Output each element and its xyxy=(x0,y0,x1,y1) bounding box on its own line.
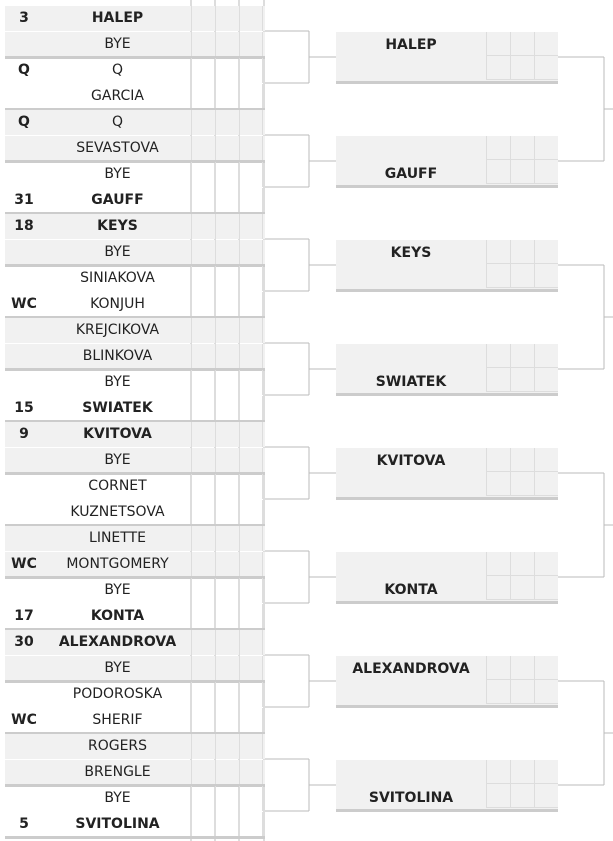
player-name[interactable]: SEVASTOVA xyxy=(76,140,159,156)
seed-label xyxy=(5,500,43,525)
score-cell xyxy=(239,6,263,31)
player-name[interactable]: BYE xyxy=(104,660,131,676)
score-cell xyxy=(510,784,534,808)
score-cell xyxy=(239,32,263,56)
player-name[interactable]: SVITOLINA xyxy=(75,816,160,832)
score-cell xyxy=(191,526,215,551)
player-name[interactable]: HALEP xyxy=(91,10,144,26)
draw-row xyxy=(5,448,265,475)
player-name[interactable]: LINETTE xyxy=(89,530,146,546)
score-cells xyxy=(191,136,265,160)
score-cell xyxy=(510,472,534,496)
score-cell xyxy=(191,760,215,784)
seed-label xyxy=(5,344,43,369)
seed-label: Q xyxy=(18,62,30,78)
player-name[interactable]: KVITOVA xyxy=(376,453,446,469)
score-cells xyxy=(191,292,265,316)
score-cell xyxy=(534,240,558,264)
score-cell xyxy=(239,58,263,83)
score-cell xyxy=(486,576,510,600)
score-cell xyxy=(239,136,263,160)
score-cell xyxy=(215,682,239,707)
score-cell xyxy=(215,448,239,472)
player-name[interactable]: ALEXANDROVA xyxy=(352,661,470,677)
player-name[interactable]: BYE xyxy=(104,790,131,806)
score-cells xyxy=(191,110,265,135)
seed-label xyxy=(5,266,43,291)
score-cell xyxy=(239,448,263,472)
score-cells xyxy=(191,812,265,836)
score-cell xyxy=(486,136,510,160)
score-cells xyxy=(191,786,265,811)
score-cells xyxy=(191,214,265,239)
score-cell xyxy=(191,58,215,83)
score-cell xyxy=(239,396,263,420)
score-cell xyxy=(510,368,534,392)
score-cell xyxy=(215,292,239,316)
score-cells xyxy=(191,526,265,551)
score-cell xyxy=(215,396,239,420)
score-cell xyxy=(239,500,263,524)
score-cell xyxy=(239,318,263,343)
score-cell xyxy=(191,656,215,680)
seed-label xyxy=(5,162,43,187)
score-cell xyxy=(239,266,263,291)
score-cell xyxy=(510,760,534,784)
player-name[interactable]: KONTA xyxy=(384,582,438,598)
score-cells xyxy=(191,552,265,576)
score-cell xyxy=(215,578,239,603)
draw-row xyxy=(5,188,265,215)
score-cell xyxy=(486,680,510,704)
score-cell xyxy=(486,760,510,784)
player-name[interactable]: PODOROSKA xyxy=(72,686,163,702)
match-box xyxy=(336,240,558,292)
score-cell xyxy=(486,784,510,808)
score-cell xyxy=(534,160,558,184)
score-cell xyxy=(191,552,215,576)
score-cell xyxy=(510,136,534,160)
player-name[interactable]: BYE xyxy=(104,36,131,52)
score-cell xyxy=(486,344,510,368)
score-cell xyxy=(191,110,215,135)
score-cell xyxy=(510,656,534,680)
score-cell xyxy=(534,656,558,680)
score-cell xyxy=(510,56,534,80)
draw-row xyxy=(5,630,265,655)
seed-label xyxy=(5,136,43,161)
score-cell xyxy=(534,784,558,808)
player-name[interactable]: MONTGOMERY xyxy=(66,556,169,572)
seed-label: 5 xyxy=(19,816,29,832)
draw-row xyxy=(5,370,265,395)
score-cell xyxy=(534,136,558,160)
score-cells xyxy=(191,578,265,603)
score-cell xyxy=(215,630,239,655)
seed-label: 17 xyxy=(14,608,34,624)
draw-row xyxy=(5,708,265,735)
seed-label: 31 xyxy=(14,192,34,208)
match-box xyxy=(336,552,558,604)
score-cell xyxy=(486,56,510,80)
score-cells xyxy=(191,474,265,499)
seed-label xyxy=(5,682,43,707)
draw-row xyxy=(5,344,265,371)
score-cell xyxy=(239,578,263,603)
score-cell xyxy=(239,162,263,187)
score-cell xyxy=(510,448,534,472)
draw-row xyxy=(5,110,265,135)
score-cell xyxy=(215,760,239,784)
draw-row xyxy=(5,32,265,59)
player-name[interactable]: BLINKOVA xyxy=(82,348,153,364)
draw-row xyxy=(5,214,265,239)
score-cell xyxy=(215,188,239,212)
score-cell xyxy=(191,162,215,187)
score-cell xyxy=(534,552,558,576)
score-cell xyxy=(191,32,215,56)
draw-row xyxy=(5,604,265,631)
score-cell xyxy=(239,786,263,811)
score-cell xyxy=(510,32,534,56)
score-cell xyxy=(215,84,239,108)
score-cells xyxy=(191,266,265,291)
score-cell xyxy=(191,396,215,420)
score-cell xyxy=(191,318,215,343)
score-cell xyxy=(534,680,558,704)
score-cells xyxy=(486,760,558,809)
score-cell xyxy=(510,344,534,368)
player-name[interactable]: KEYS xyxy=(97,218,138,234)
player-name[interactable]: GARCIA xyxy=(91,88,144,104)
score-cell xyxy=(486,448,510,472)
score-cells xyxy=(486,344,558,393)
score-cell xyxy=(486,656,510,680)
score-cell xyxy=(191,578,215,603)
score-cell xyxy=(239,370,263,395)
score-cell xyxy=(486,368,510,392)
seed-label xyxy=(5,734,43,759)
score-cell xyxy=(239,188,263,212)
player-name[interactable]: KONJUH xyxy=(90,296,145,312)
score-cell xyxy=(191,344,215,368)
draw-row xyxy=(5,58,265,83)
seed-label xyxy=(5,578,43,603)
score-cell xyxy=(239,708,263,732)
score-cell xyxy=(191,136,215,160)
match-box xyxy=(336,760,558,812)
score-cells xyxy=(486,32,558,81)
score-cells xyxy=(191,604,265,628)
score-cell xyxy=(239,292,263,316)
score-cell xyxy=(215,370,239,395)
match-box xyxy=(336,448,558,500)
score-cells xyxy=(486,240,558,289)
player-name[interactable]: SINIAKOVA xyxy=(80,270,155,286)
score-cell xyxy=(510,680,534,704)
score-cells xyxy=(191,344,265,368)
match-box xyxy=(336,344,558,396)
player-name[interactable]: CORNET xyxy=(88,478,147,494)
draw-row xyxy=(5,422,265,447)
draw-row xyxy=(5,734,265,759)
score-cell xyxy=(215,214,239,239)
score-cell xyxy=(215,344,239,368)
seed-label: WC xyxy=(11,712,37,728)
score-cell xyxy=(510,576,534,600)
seed-label xyxy=(5,84,43,109)
draw-row xyxy=(5,682,265,707)
seed-label: Q xyxy=(18,114,30,130)
score-cells xyxy=(191,396,265,420)
score-cells xyxy=(486,448,558,497)
player-name[interactable]: BYE xyxy=(104,166,131,182)
player-name[interactable]: SHERIF xyxy=(92,712,143,728)
score-cells xyxy=(191,682,265,707)
draw-row xyxy=(5,396,265,423)
seed-label xyxy=(5,760,43,785)
score-cell xyxy=(239,526,263,551)
seed-label xyxy=(5,32,43,57)
score-cells xyxy=(191,84,265,108)
draw-row xyxy=(5,136,265,163)
score-cell xyxy=(215,786,239,811)
player-name[interactable]: SWIATEK xyxy=(82,400,153,416)
score-cells xyxy=(191,58,265,83)
score-cell xyxy=(239,812,263,836)
player-name[interactable]: HALEP xyxy=(385,37,437,53)
score-cell xyxy=(510,264,534,288)
seed-label xyxy=(5,240,43,265)
score-cell xyxy=(191,734,215,759)
score-cell xyxy=(534,368,558,392)
seed-label xyxy=(5,656,43,681)
player-name[interactable]: ALEXANDROVA xyxy=(58,634,177,650)
score-cells xyxy=(191,32,265,56)
score-cell xyxy=(534,448,558,472)
score-cell xyxy=(191,630,215,655)
score-cells xyxy=(191,318,265,343)
score-cells xyxy=(191,6,265,31)
score-cell xyxy=(486,32,510,56)
score-cell xyxy=(215,240,239,264)
score-cell xyxy=(486,264,510,288)
score-cell xyxy=(510,160,534,184)
player-name[interactable]: KONTA xyxy=(90,608,145,624)
score-cell xyxy=(486,240,510,264)
score-cell xyxy=(239,84,263,108)
score-cells xyxy=(486,552,558,601)
score-cell xyxy=(486,160,510,184)
score-cell xyxy=(191,682,215,707)
draw-row xyxy=(5,760,265,787)
score-cell xyxy=(191,812,215,836)
score-cell xyxy=(191,84,215,108)
score-cell xyxy=(191,604,215,628)
score-cell xyxy=(239,422,263,447)
seed-label: 9 xyxy=(19,426,29,442)
score-cell xyxy=(239,110,263,135)
score-cells xyxy=(191,240,265,264)
player-name[interactable]: BYE xyxy=(104,452,131,468)
score-cell xyxy=(215,422,239,447)
score-cell xyxy=(191,214,215,239)
player-name[interactable]: Q xyxy=(111,62,124,78)
score-cell xyxy=(191,266,215,291)
score-cell xyxy=(191,474,215,499)
score-cell xyxy=(215,110,239,135)
score-cell xyxy=(239,630,263,655)
score-cell xyxy=(215,734,239,759)
score-cell xyxy=(510,552,534,576)
score-cell xyxy=(534,264,558,288)
score-cell xyxy=(215,162,239,187)
score-cell xyxy=(191,240,215,264)
draw-row xyxy=(5,656,265,683)
score-cell xyxy=(534,760,558,784)
score-cell xyxy=(215,552,239,576)
seed-label: 15 xyxy=(14,400,34,416)
score-cell xyxy=(239,344,263,368)
score-cell xyxy=(534,56,558,80)
seed-label: 3 xyxy=(19,10,29,26)
score-cell xyxy=(215,604,239,628)
score-cell xyxy=(191,786,215,811)
score-cells xyxy=(191,734,265,759)
score-cell xyxy=(239,474,263,499)
draw-row xyxy=(5,162,265,187)
player-name[interactable]: SVITOLINA xyxy=(368,790,454,806)
match-box xyxy=(336,32,558,84)
score-cell xyxy=(215,656,239,680)
score-cell xyxy=(191,188,215,212)
draw-row xyxy=(5,500,265,527)
draw-row xyxy=(5,318,265,343)
draw-row xyxy=(5,266,265,291)
player-name[interactable]: KREJCIKOVA xyxy=(75,322,160,338)
match-box xyxy=(336,656,558,708)
score-cells xyxy=(486,656,558,705)
player-name[interactable]: BYE xyxy=(104,374,131,390)
seed-label: 18 xyxy=(14,218,34,234)
score-cell xyxy=(215,474,239,499)
score-cell xyxy=(191,500,215,524)
score-cells xyxy=(486,136,558,185)
score-cells xyxy=(191,500,265,524)
seed-label: 30 xyxy=(14,634,34,650)
score-cell xyxy=(215,318,239,343)
player-name[interactable]: ROGERS xyxy=(87,738,148,754)
player-name[interactable]: KUZNETSOVA xyxy=(70,504,165,520)
player-name[interactable]: BRENGLE xyxy=(84,764,151,780)
score-cells xyxy=(191,370,265,395)
score-cell xyxy=(215,6,239,31)
draw-row xyxy=(5,526,265,551)
score-cells xyxy=(191,162,265,187)
score-cells xyxy=(191,630,265,655)
score-cell xyxy=(239,604,263,628)
score-cell xyxy=(191,6,215,31)
seed-label: WC xyxy=(11,296,37,312)
score-cell xyxy=(534,576,558,600)
player-name[interactable]: BYE xyxy=(104,244,131,260)
score-cell xyxy=(191,448,215,472)
score-cell xyxy=(534,32,558,56)
draw-row xyxy=(5,552,265,579)
score-cells xyxy=(191,760,265,784)
score-cell xyxy=(215,526,239,551)
score-cell xyxy=(510,240,534,264)
score-cell xyxy=(239,682,263,707)
score-cell xyxy=(215,32,239,56)
match-box xyxy=(336,136,558,188)
score-cells xyxy=(191,448,265,472)
score-cell xyxy=(239,240,263,264)
player-name[interactable]: KEYS xyxy=(390,245,432,261)
seed-label xyxy=(5,370,43,395)
player-name[interactable]: BYE xyxy=(104,582,131,598)
score-cell xyxy=(215,58,239,83)
score-cell xyxy=(215,812,239,836)
player-name[interactable]: SWIATEK xyxy=(375,374,447,390)
seed-label xyxy=(5,318,43,343)
score-cell xyxy=(239,734,263,759)
draw-row xyxy=(5,786,265,811)
score-cells xyxy=(191,422,265,447)
player-name[interactable]: GAUFF xyxy=(384,166,438,182)
draw-row xyxy=(5,812,265,839)
score-cell xyxy=(534,344,558,368)
score-cells xyxy=(191,656,265,680)
score-cell xyxy=(215,266,239,291)
score-cell xyxy=(239,656,263,680)
seed-label xyxy=(5,786,43,811)
score-cell xyxy=(239,552,263,576)
score-cell xyxy=(486,472,510,496)
seed-label xyxy=(5,448,43,473)
score-cell xyxy=(191,422,215,447)
player-name[interactable]: KVITOVA xyxy=(83,426,152,442)
draw-row xyxy=(5,578,265,603)
draw-row xyxy=(5,240,265,267)
score-cell xyxy=(191,292,215,316)
draw-row xyxy=(5,474,265,499)
score-cell xyxy=(239,760,263,784)
score-cell xyxy=(215,136,239,160)
player-name[interactable]: GAUFF xyxy=(91,192,144,208)
score-cells xyxy=(191,708,265,732)
score-cell xyxy=(191,370,215,395)
seed-label: WC xyxy=(11,556,37,572)
score-cell xyxy=(486,552,510,576)
seed-label xyxy=(5,526,43,551)
player-name[interactable]: Q xyxy=(111,114,124,130)
seed-label xyxy=(5,474,43,499)
score-cell xyxy=(534,472,558,496)
draw-row xyxy=(5,6,265,31)
score-cells xyxy=(191,188,265,212)
score-cell xyxy=(215,708,239,732)
score-cell xyxy=(191,708,215,732)
draw-row xyxy=(5,84,265,111)
score-cell xyxy=(215,500,239,524)
draw-row xyxy=(5,292,265,319)
score-cell xyxy=(239,214,263,239)
